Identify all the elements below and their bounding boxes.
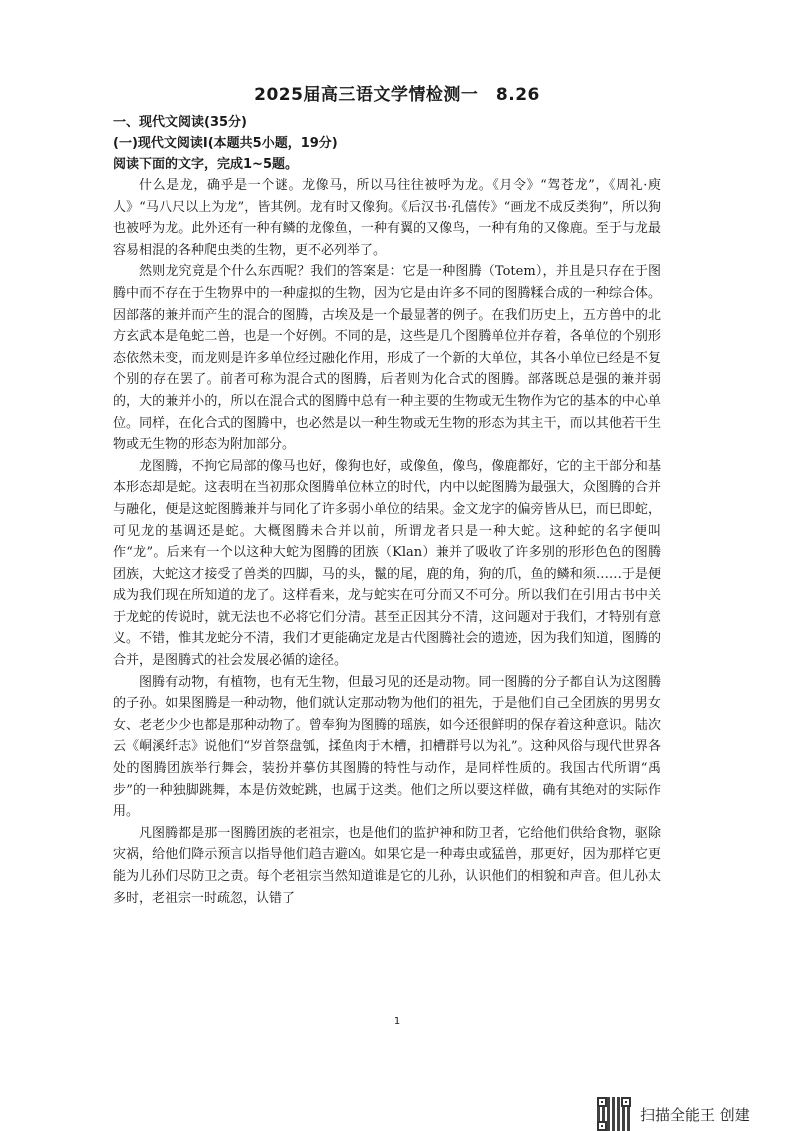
reading-instruction: 阅读下面的文字，完成1~5题。	[113, 157, 298, 172]
qr-code-icon	[597, 1097, 631, 1131]
page-title: 2025届高三语文学情检测一 8.26	[254, 85, 540, 105]
paragraph-1: 什么是龙，确乎是一个谜。龙像马，所以马往往被呼为龙。《月令》“驾苍龙”，《周礼·庾人》“马八尺以上为龙”，皆其例。龙有时又像狗。《后汉书·孔僖传》“画龙不成反类狗”，所以狗也被呼为龙。此外还有一种有鳞的龙像鱼，一种有翼的又像鸟，一种有角的又像鹿。至于与龙最容易相混的各种爬虫类的生物，更不必列举了。	[113, 178, 661, 258]
paragraph-2: 然则龙究竟是个什么东西呢？我们的答案是：它是一种图腾（Totem），并且是只存在于图腾中而不存在于生物界中的一种虚拟的生物，因为它是由许多不同的图腾糅合成的一种综合体。因部落的兼并而产生的混合的图腾，古埃及是一个最显著的例子。在我们历史上，五方兽中的北方玄武本是龟蛇二兽，也是一个好例。不同的是，这些是几个图腾单位并存着，各单位的个别形态依然未变，而龙则是许多单位经过融化作用，形成了一个新的大单位，其各小单位已经是不复个别的存在罢了。前者可称为混合式的图腾，后者则为化合式的图腾。部落既总是强的兼并弱的，大的兼并小的，所以在混合式的图腾中总有一种主要的生物或无生物作为它的基本的中心单位。同样，在化合式的图腾中，也必然是以一种生物或无生物的形态为其主干，而以其他若干生物或无生物的形态为附加部分。	[113, 264, 661, 453]
section-heading: 一、现代文阅读(35分)	[113, 115, 247, 130]
scanner-watermark	[597, 1097, 750, 1131]
page-number: 1	[393, 1016, 401, 1027]
watermark-text: 扫描全能王 创建	[640, 1105, 750, 1124]
paragraph-5: 凡图腾都是那一图腾团族的老祖宗，也是他们的监护神和防卫者，它给他们供给食物，驱除灾祸，给他们降示预言以指导他们趋吉避凶。如果它是一种毒虫或猛兽，那更好，因为那样它更能为儿孙们尽防卫之责。每个老祖宗当然知道谁是它的儿孙，认识他们的相貌和声音。但儿孙太多时，老祖宗一时疏忽，认错了	[113, 825, 661, 906]
document-body	[113, 112, 661, 909]
subsection-heading: (一)现代文阅读Ⅰ(本题共5小题，19分)	[113, 136, 338, 151]
paragraph-4: 图腾有动物，有植物，也有无生物，但最习见的还是动物。同一图腾的分子都自认为这图腾的子孙。如果图腾是一种动物，他们就认定那动物为他们的祖先，于是他们自己全团族的男男女女、老老少少也都是那种动物了。曾奉狗为图腾的瑶族，如今还很鲜明的保存着这种意识。陆次云《峒溪纤志》说他们“岁首祭盘瓠，揉鱼肉于木槽，扣槽群号以为礼”。这种风俗与现代世界各处的图腾团族举行舞会，装扮并摹仿其图腾的特性与动作，是同样性质的。我国古代所谓“禹步”的一种独脚跳舞，本是仿效蛇跳，也属于这类。他们之所以要这样做，确有其绝对的实际作用。	[113, 674, 661, 820]
paragraph-3: 龙图腾，不拘它局部的像马也好，像狗也好，或像鱼，像鸟，像鹿都好，它的主干部分和基本形态却是蛇。这表明在当初那众图腾单位林立的时代，内中以蛇图腾为最强大，众图腾的合并与融化，便是这蛇图腾兼并与同化了许多弱小单位的结果。金文龙字的偏旁皆从巳，而巳即蛇，可见龙的基调还是蛇。大概图腾未合并以前，所谓龙者只是一种大蛇。这种蛇的名字便叫作“龙”。后来有一个以这种大蛇为图腾的团族（Klan）兼并了吸收了许多别的形形色色的图腾团族，大蛇这才接受了兽类的四脚，马的头，鬣的尾，鹿的角，狗的爪，鱼的鳞和须……于是便成为我们现在所知道的龙了。这样看来，龙与蛇实在可分而又不可分。所以我们在引用古书中关于龙蛇的传说时，就无法也不必将它们分清。甚至正因其分不清，这问题对于我们，才特别有意义。不错，惟其龙蛇分不清，我们才更能确定龙是古代图腾社会的遗迹，因为我们知道，图腾的合并，是图腾式的社会发展必循的途径。	[113, 458, 661, 669]
